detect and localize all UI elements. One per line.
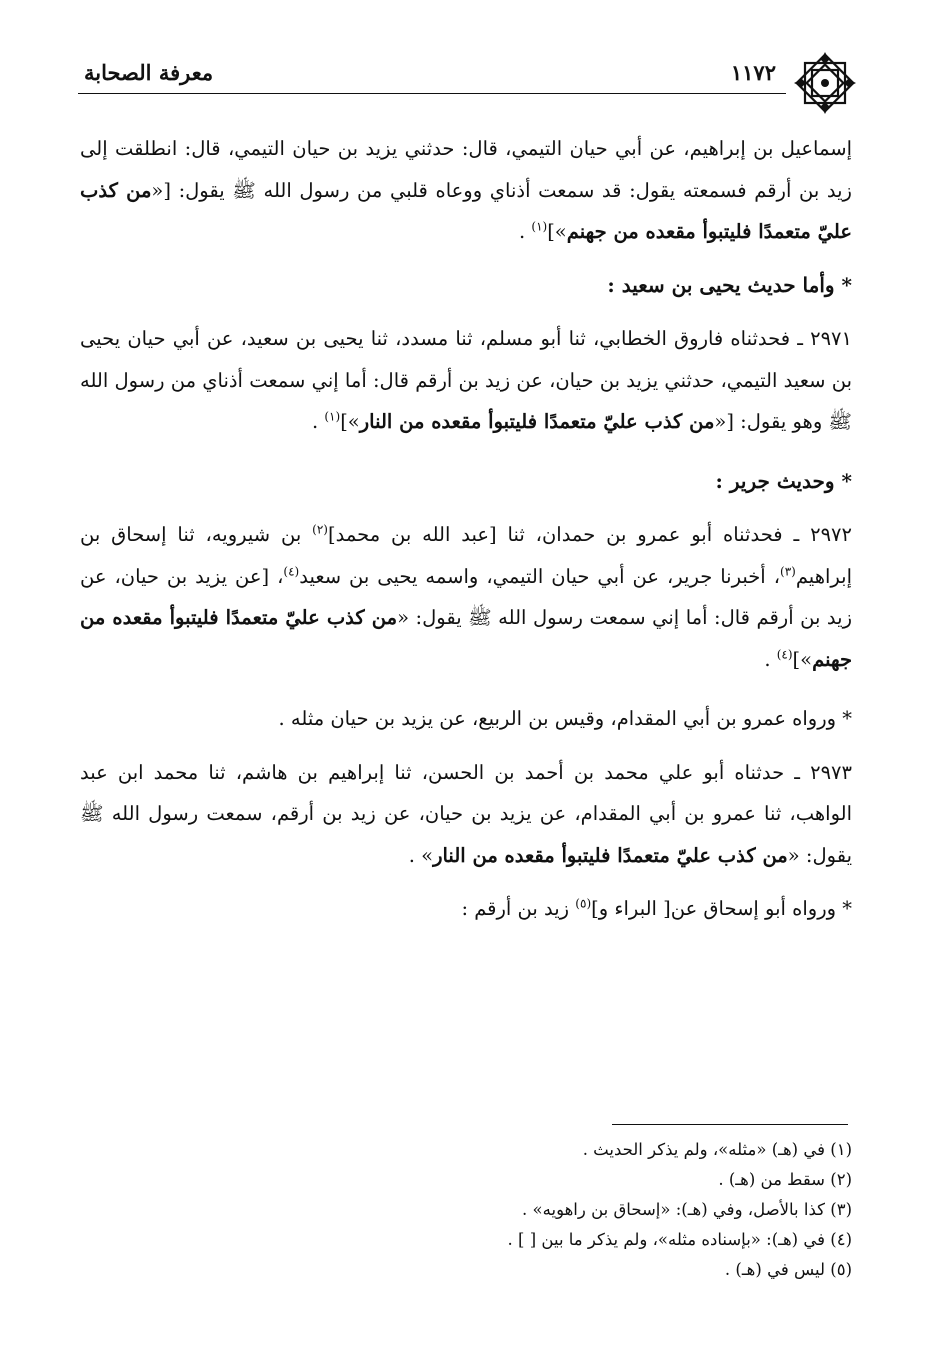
- footnote-5: (٥) ليس في (هـ) .: [724, 1260, 852, 1279]
- page-header: [78, 40, 858, 98]
- hadith-quote-1: من كذب عليّ متعمدًا فليتبوأ مقعده من جهنم: [80, 178, 852, 243]
- section-heading-yahya: * وأما حديث يحيى بن سعيد :: [607, 272, 852, 297]
- footnote-ref-4: (٤): [283, 564, 300, 578]
- ornament-star-icon: [792, 50, 858, 116]
- hadith-quote-3: من كذب عليّ متعمدًا فليتبوأ مقعده من جهنم: [80, 606, 852, 671]
- narration-note-text-b: زيد بن أرقم :: [461, 897, 576, 920]
- main-text: [80, 128, 852, 930]
- paragraph-2972-text-d: ، [عن يزيد بن حيان، عن زيد بن أرقم قال: أما إني سمعت رسول الله ﷺ يقول: «: [80, 564, 852, 629]
- quote-close-4: » .: [408, 843, 434, 867]
- footnote-ref-1b: (١): [324, 409, 341, 424]
- footnote-2: (٢) سقط من (هـ) .: [718, 1170, 852, 1189]
- paragraph-2972-tail: .: [764, 647, 777, 671]
- narration-note-text-a: * ورواه أبو إسحاق عن[ البراء و]: [591, 897, 852, 920]
- footnote-ref-3: (٣): [780, 564, 796, 578]
- paragraph-2971-text: ٢٩٧١ ـ فحدثناه فاروق الخطابي، ثنا أبو مسلم، ثنا مسدد، ثنا يحيى بن سعيد، عن أبي حيان يحيى بن سعيد التيمي، حدثني يزيد بن حيان، عن زيد بن أرقم قال: أما إني سمعت أذناي من رسول الله ﷺ وهو يقول: [«: [80, 327, 852, 433]
- footnote-1: (١) في (هـ) «مثله»، ولم يذكر الحديث .: [582, 1140, 852, 1159]
- header-rule: [78, 93, 786, 94]
- footnote-4: (٤) في (هـ): «بإسناده مثله»، ولم يذكر ما بين [ ] .: [507, 1230, 852, 1249]
- footnote-3: (٣) كذا بالأصل، وفي (هـ): «إسحاق بن راهويه» .: [522, 1200, 852, 1219]
- page-number: ١١٧٢: [730, 60, 776, 85]
- hadith-quote-2: من كذب عليّ متعمدًا فليتبوأ مقعده من النار: [359, 410, 715, 433]
- narration-note-abu-ishaq: [80, 888, 852, 930]
- section-heading-jarir: * وحديث جرير :: [715, 468, 852, 493]
- hadith-quote-4: من كذب عليّ متعمدًا فليتبوأ مقعده من النار: [433, 843, 788, 867]
- footnote-separator: [612, 1124, 848, 1125]
- quote-close-3: »]: [792, 647, 813, 671]
- paragraph-1: [80, 128, 852, 253]
- paragraph-2972-text-c: ، أخبرنا جرير، عن أبي حيان التيمي، واسمه يحيى بن سعيد: [299, 564, 780, 588]
- quote-close-1: »]: [547, 220, 567, 243]
- footnote-ref-2: (٢): [312, 522, 328, 537]
- paragraph-2973-text: ٢٩٧٣ ـ حدثناه أبو علي محمد بن أحمد بن الحسن، ثنا إبراهيم بن هاشم، ثنا محمد ابن عبد الواهب، ثنا عمرو بن أبي المقدام، عن يزيد بن حيان، عن زيد بن أرقم، سمعت رسول الله ﷺ يقول: «: [80, 760, 852, 867]
- book-title: معرفة الصحابة: [84, 60, 214, 85]
- footnote-ref-4b: (٤): [776, 647, 793, 661]
- paragraph-2972-text-b: بن شيرويه، ثنا إسحاق بن إبراهيم: [80, 523, 852, 588]
- narration-note-amr: * ورواه عمرو بن أبي المقدام، وقيس بن الربيع، عن يزيد بن حيان مثله .: [278, 707, 852, 730]
- paragraph-2972-text-a: ٢٩٧٢ ـ فحدثناه أبو عمرو بن حمدان، ثنا [عبد الله بن محمد]: [327, 523, 852, 546]
- paragraph-1-text: إسماعيل بن إبراهيم، عن أبي حيان التيمي، قال: حدثني يزيد بن حيان التيمي، قال: انطلقت إلى زيد بن أرقم فسمعته يقول: قد سمعت أذناي ووعاه قلبي من رسول الله ﷺ يقول: [«: [80, 137, 852, 202]
- paragraph-2973: [80, 752, 852, 877]
- footnotes: [100, 1135, 852, 1285]
- footnote-ref-1: (١): [531, 219, 548, 234]
- paragraph-1-tail: .: [518, 220, 532, 243]
- quote-close-2: »]: [340, 410, 360, 433]
- paragraph-2971-tail: .: [311, 410, 325, 433]
- paragraph-2971: [80, 318, 852, 443]
- footnote-ref-5: (٥): [575, 896, 592, 911]
- paragraph-2972: [80, 514, 852, 680]
